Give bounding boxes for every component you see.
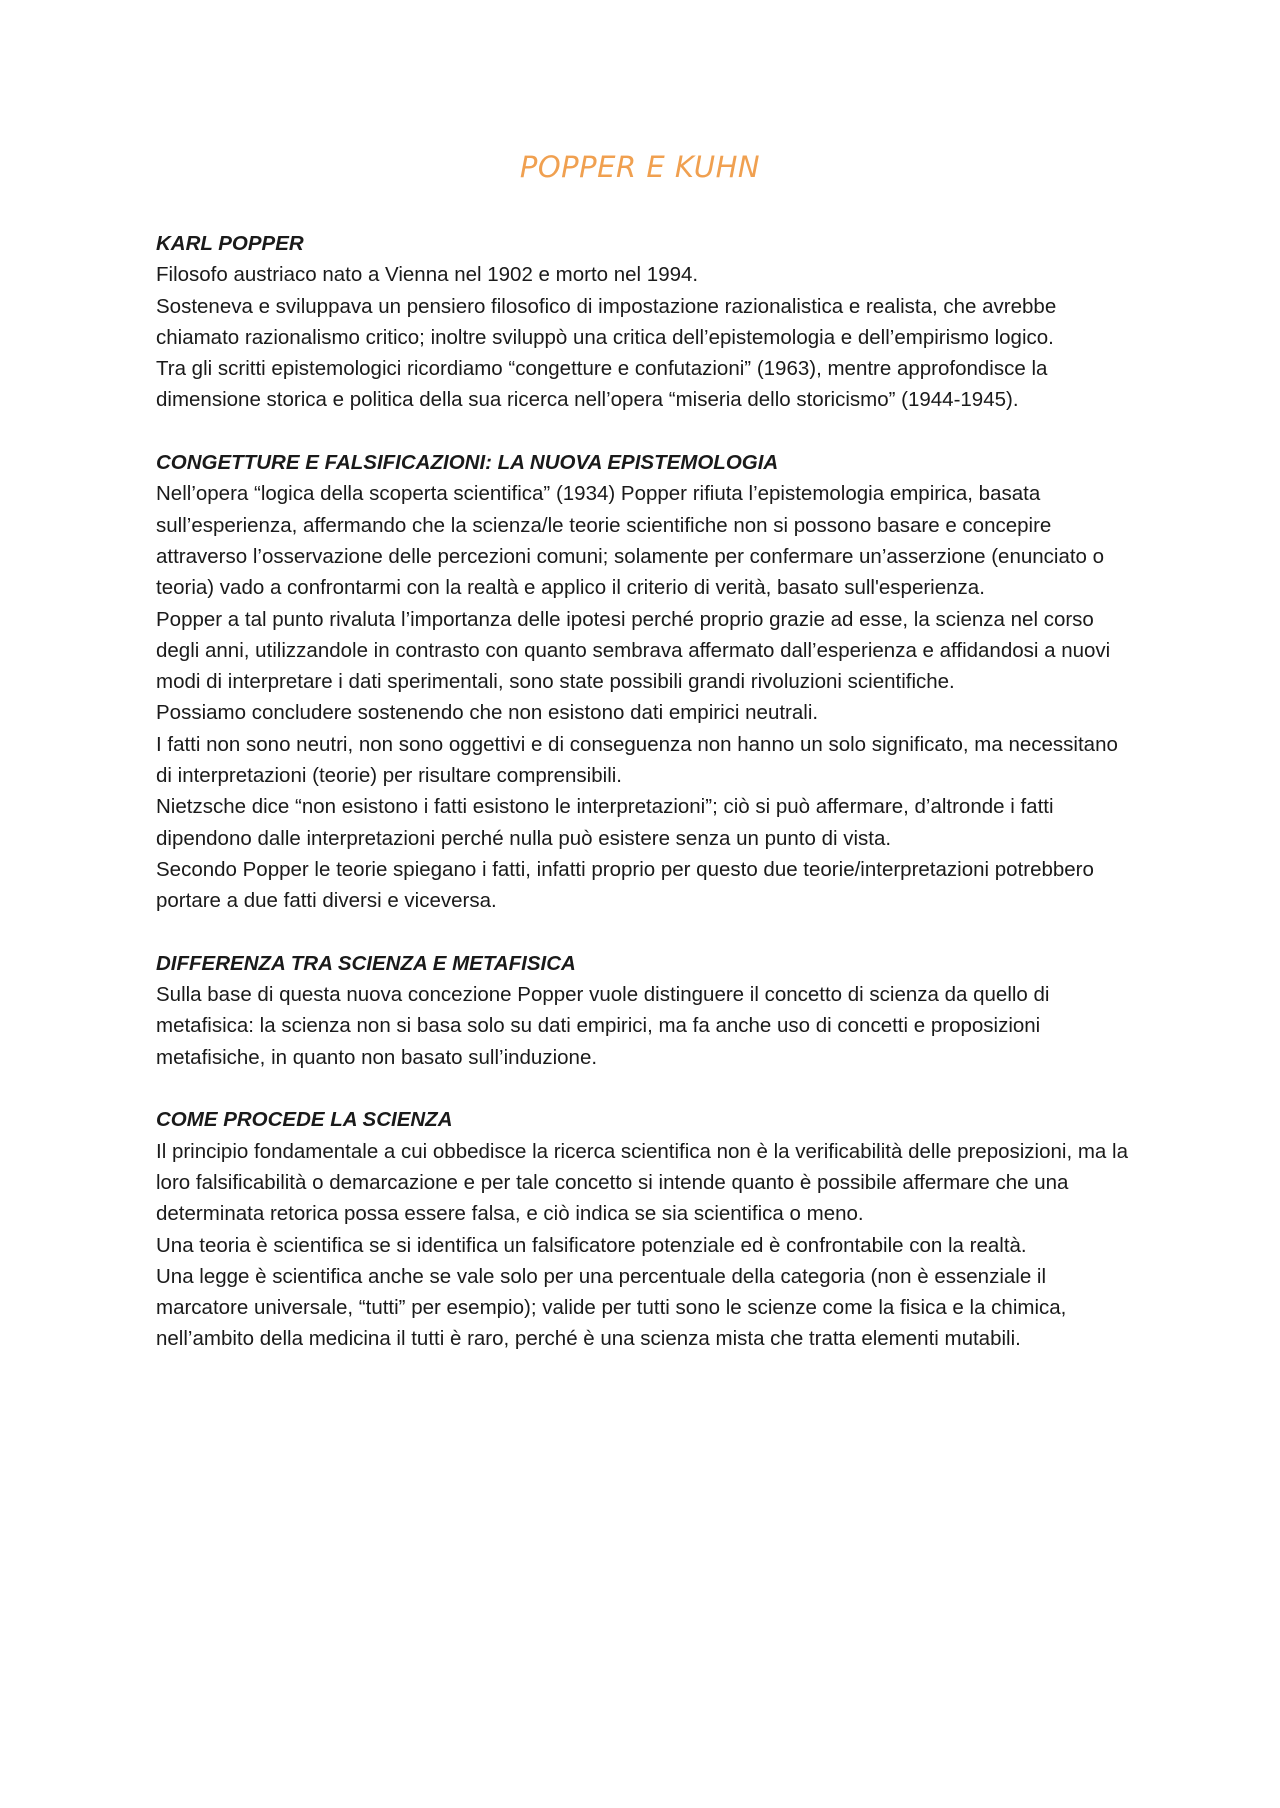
paragraph: Sosteneva e sviluppava un pensiero filosofico di impostazione razionalistica e realista, che avrebbe chiamato razionalismo critico; inoltre sviluppò una critica dell’epistemologia e dell’empirismo logico. bbox=[156, 294, 1057, 349]
paragraph: Possiamo concludere sostenendo che non esistono dati empirici neutrali. bbox=[156, 701, 819, 725]
section-karl-popper bbox=[156, 228, 1136, 416]
section-heading: KARL POPPER bbox=[156, 232, 304, 255]
paragraph: Tra gli scritti epistemologici ricordiamo “congetture e confutazioni” (1963), mentre approfondisce la dimensione storica e politica della sua ricerca nell’opera “miseria dello storicismo” (1944-1945). bbox=[156, 357, 1048, 412]
paragraph: I fatti non sono neutri, non sono oggettivi e di conseguenza non hanno un solo significato, ma necessitano di interpretazioni (teorie) per risultare comprensibili. bbox=[156, 732, 1118, 788]
section-come-procede-scienza bbox=[156, 1104, 1136, 1354]
section-congetture-falsificazioni bbox=[156, 447, 1136, 916]
paragraph: Una teoria è scientifica se si identifica un falsificatore potenziale ed è confrontabile con la realtà. bbox=[156, 1233, 1027, 1257]
page-title: POPPER E KUHN bbox=[519, 150, 761, 184]
paragraph: Filosofo austriaco nato a Vienna nel 1902 e morto nel 1994. bbox=[156, 263, 699, 287]
paragraph: Il principio fondamentale a cui obbedisce la ricerca scientifica non è la verificabilità delle preposizioni, ma la loro falsificabilità o demarcazione e per tale concetto si intende quanto è possibile affermare che una determinata retorica possa essere falsa, e ciò indica se sia scientifica o meno. bbox=[156, 1139, 1128, 1226]
section-heading: DIFFERENZA TRA SCIENZA E METAFISICA bbox=[156, 951, 576, 975]
document-body bbox=[156, 228, 1136, 1355]
paragraph: Sulla base di questa nuova concezione Popper vuole distinguere il concetto di scienza da quello di metafisica: la scienza non si basa solo su dati empirici, ma fa anche uso di concetti e proposizioni metafisiche, in quanto non basato sull’induzione. bbox=[156, 983, 1050, 1069]
paragraph: Nietzsche dice “non esistono i fatti esistono le interpretazioni”; ciò si può affermare, d’altronde i fatti dipendono dalle interpretazioni perché nulla può esistere senza un punto di vista. bbox=[156, 795, 1054, 850]
paragraph: Nell’opera “logica della scoperta scientifica” (1934) Popper rifiuta l’epistemologia empirica, basata sull’esperienza, affermando che la scienza/le teorie scientifiche non si possono basare e concepire attraverso l’osservazione delle percezioni comuni; solamente per confermare un’asserzione (enunciato o teoria) vado a confrontarmi con la realtà e applico il criterio di verità, basato sull'esperienza. bbox=[156, 482, 1105, 600]
section-heading: CONGETTURE E FALSIFICAZIONI: LA NUOVA EPISTEMOLOGIA bbox=[156, 451, 779, 475]
paragraph: Secondo Popper le teorie spiegano i fatti, infatti proprio per questo due teorie/interpretazioni potrebbero portare a due fatti diversi e viceversa. bbox=[156, 857, 1094, 913]
section-scienza-metafisica bbox=[156, 948, 1136, 1073]
section-heading: COME PROCEDE LA SCIENZA bbox=[156, 1108, 453, 1132]
paragraph: Una legge è scientifica anche se vale solo per una percentuale della categoria (non è essenziale il marcatore universale, “tutti” per esempio); valide per tutti sono le scienze come la fisica e la chimica, nell’ambito della medicina il tutti è raro, perché è una scienza mista che tratta elementi mutabili. bbox=[156, 1264, 1067, 1351]
paragraph: Popper a tal punto rivaluta l’importanza delle ipotesi perché proprio grazie ad esse, la scienza nel corso degli anni, utilizzandole in contrasto con quanto sembrava affermato dall’esperienza e affidandosi a nuovi modi di interpretare i dati sperimentali, sono state possibili grandi rivoluzioni scientifiche. bbox=[156, 607, 1111, 694]
